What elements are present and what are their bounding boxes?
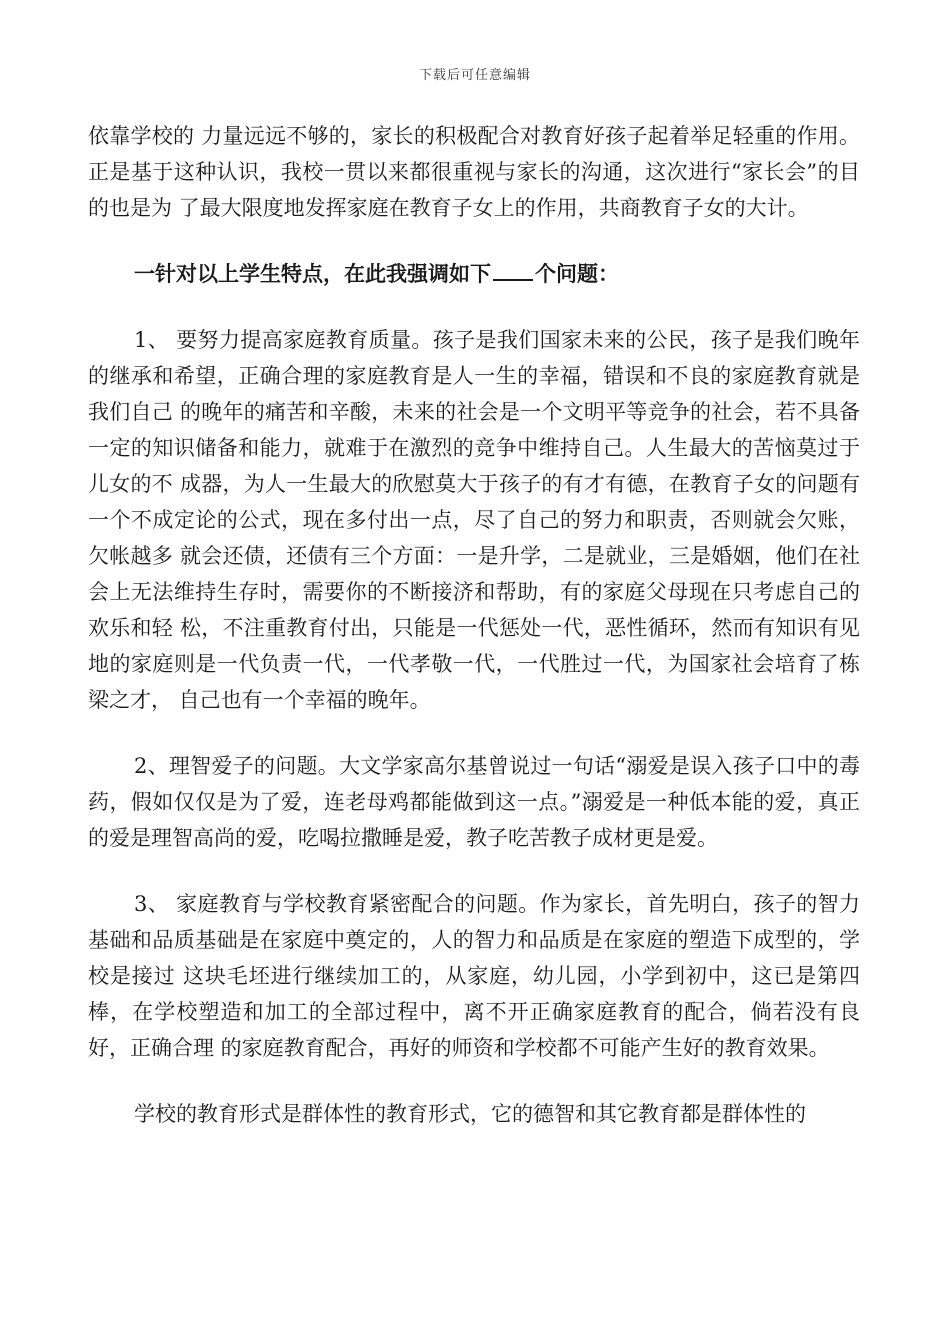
section-heading <box>88 256 860 292</box>
paragraph-item-3: 3、 家庭教育与学校教育紧密配合的问题。作为家长，首先明白，孩子的智力基础和品质基础是在家庭中奠定的，人的智力和品质是在家庭的塑造下成型的，学校是接过 这块毛坯进行继续加工的，从家庭，幼儿园，小学到初中，这已是第四棒，在学校塑造和加工的全部过程中，离不开正确家庭教育的配合，倘若没有良好，正确合理 的家庭教育配合，再好的师资和学校都不可能产生好的教育效果。 <box>88 892 860 1060</box>
paragraph-item-1: 1、 要努力提高家庭教育质量。孩子是我们国家未来的公民，孩子是我们晚年的继承和希望，正确合理的家庭教育是人一生的幸福，错误和不良的家庭教育就是我们自己 的晚年的痛苦和辛酸，未来的社会是一个文明平等竞争的社会，若不具备一定的知识储备和能力，就难于在激烈的竞争中维持自己。人生最大的苦恼莫过于儿女的不 成器，为人一生最大的欣慰莫大于孩子的有才有德，在教育子女的问题有一个不成定论的公式，现在多付出一点，尽了自己的努力和职责，否则就会欠账，欠帐越多 就会还债，还债有三个方面：一是升学，二是就业，三是婚姻，他们在社会上无法维持生存时，需要你的不断接济和帮助，有的家庭父母现在只考虑自己的欢乐和轻 松，不注重教育付出，只能是一代惩处一代，恶性循环，然而有知识有见地的家庭则是一代负责一代，一代孝敬一代，一代胜过一代，为国家社会培育了栋梁之才， 自己也有一个幸福的晚年。 <box>88 328 860 712</box>
heading-text-end: 个问题： <box>535 262 619 286</box>
paragraph-closing: 学校的教育形式是群体性的教育形式，它的德智和其它教育都是群体性的 <box>134 1102 806 1126</box>
paragraph-intro: 依靠学校的 力量远远不够的，家长的积极配合对教育好孩子起着举足轻重的作用。正是基于这种认识，我校一贯以来都很重视与家长的沟通，这次进行“家长会”的目的也是为 了最大限度地发挥家庭在教育子女上的作用，共商教育子女的大计。 <box>88 124 860 220</box>
document-body <box>88 118 860 1132</box>
paragraph-item-2: 2、理智爱子的问题。大文学家高尔基曾说过一句话“溺爱是误入孩子口中的毒药，假如仅仅是为了爱，连老母鸡都能做到这一点。”溺爱是一种低本能的爱，真正的爱是理智高尚的爱，吃喝拉撒睡是爱，教子吃苦教子成材更是爱。 <box>88 754 860 850</box>
blank-underline <box>493 259 533 281</box>
page-header: 下载后可任意编辑 <box>418 68 531 83</box>
heading-text-start: 一针对以上学生特点，在此我强调如下 <box>134 262 491 286</box>
